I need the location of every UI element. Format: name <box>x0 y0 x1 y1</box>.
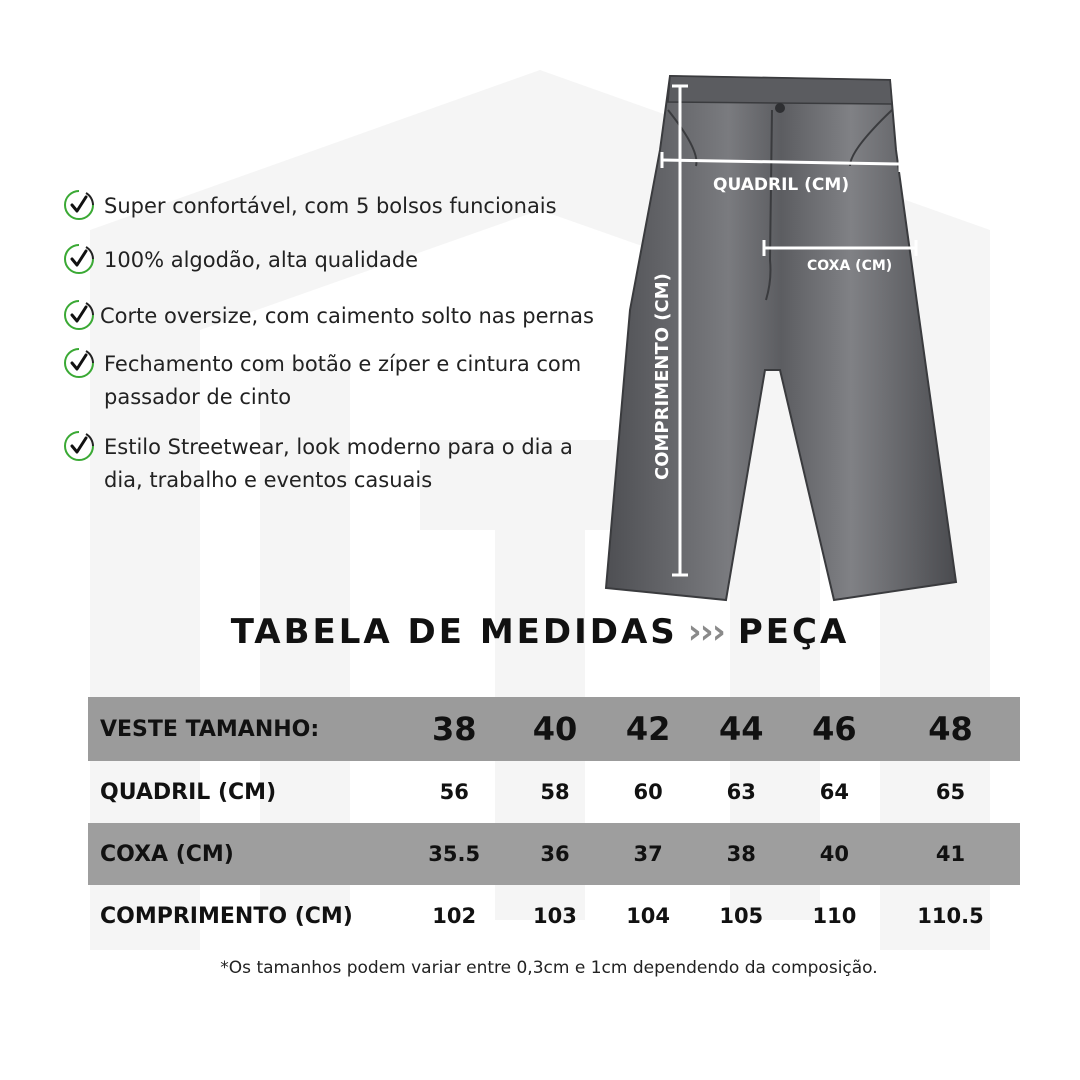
table-cell: 65 <box>935 780 966 804</box>
table-cell: 64 <box>819 780 850 804</box>
table-cell: 110.5 <box>917 904 984 928</box>
coxa-label: COXA (CM) <box>807 258 893 274</box>
size-header: 46 <box>788 697 881 761</box>
table-cell: 36 <box>508 823 601 885</box>
feature-text: Fechamento com botão e zíper e cintura com passador de cinto <box>104 352 582 409</box>
triple-chevron-icon: ››› <box>687 612 724 652</box>
comprimento-label: COMPRIMENTO (CM) <box>652 273 673 480</box>
feature-text: Super confortável, com 5 bolsos funcionais <box>104 194 557 218</box>
feature-item <box>62 300 622 333</box>
feature-text: Corte oversize, com caimento solto nas pernas <box>100 304 594 328</box>
table-cell: 104 <box>626 904 671 928</box>
table-cell: 102 <box>432 904 477 928</box>
header-label: VESTE TAMANHO: <box>88 697 400 761</box>
size-header: 48 <box>881 697 1020 761</box>
feature-text: Estilo Streetwear, look moderno para o dia a dia, trabalho e eventos casuais <box>104 435 573 492</box>
row-label: QUADRIL (CM) <box>100 779 277 805</box>
jeans-illustration <box>600 70 970 610</box>
footnote: *Os tamanhos podem variar entre 0,3cm e 1cm dependendo da composição. <box>220 958 878 978</box>
table-cell: 110 <box>812 904 857 928</box>
check-circle-icon <box>62 298 96 332</box>
check-circle-icon <box>62 242 96 276</box>
title-left: TABELA DE MEDIDAS <box>230 612 678 652</box>
table-cell: 38 <box>695 823 788 885</box>
table-header-row <box>88 697 1020 761</box>
table-cell: 35.5 <box>400 823 508 885</box>
feature-item <box>62 190 622 223</box>
size-header: 44 <box>695 697 788 761</box>
check-circle-icon <box>62 429 96 463</box>
size-header: 40 <box>508 697 601 761</box>
table-row <box>88 885 1020 947</box>
quadril-label: QUADRIL (CM) <box>713 175 850 195</box>
title-right: PEÇA <box>737 612 850 652</box>
check-circle-icon <box>62 346 96 380</box>
table-cell: 41 <box>881 823 1020 885</box>
size-table <box>88 697 1020 947</box>
feature-text: 100% algodão, alta qualidade <box>104 248 419 272</box>
table-cell: 60 <box>633 780 663 804</box>
feature-item <box>62 431 622 497</box>
table-cell: 40 <box>788 823 881 885</box>
row-label: COMPRIMENTO (CM) <box>100 903 353 929</box>
table-cell: 105 <box>719 904 764 928</box>
check-circle-icon <box>62 188 96 222</box>
page-title <box>0 612 1080 652</box>
table-row <box>88 761 1020 823</box>
table-cell: 58 <box>540 780 570 804</box>
table-cell: 63 <box>726 780 756 804</box>
size-header: 38 <box>400 697 508 761</box>
feature-item <box>62 244 622 277</box>
table-cell: 56 <box>439 780 469 804</box>
table-cell: 37 <box>602 823 695 885</box>
table-row <box>88 823 1020 885</box>
feature-item <box>62 348 622 414</box>
size-header: 42 <box>602 697 695 761</box>
table-cell: 103 <box>533 904 577 928</box>
row-label: COXA (CM) <box>88 823 400 885</box>
